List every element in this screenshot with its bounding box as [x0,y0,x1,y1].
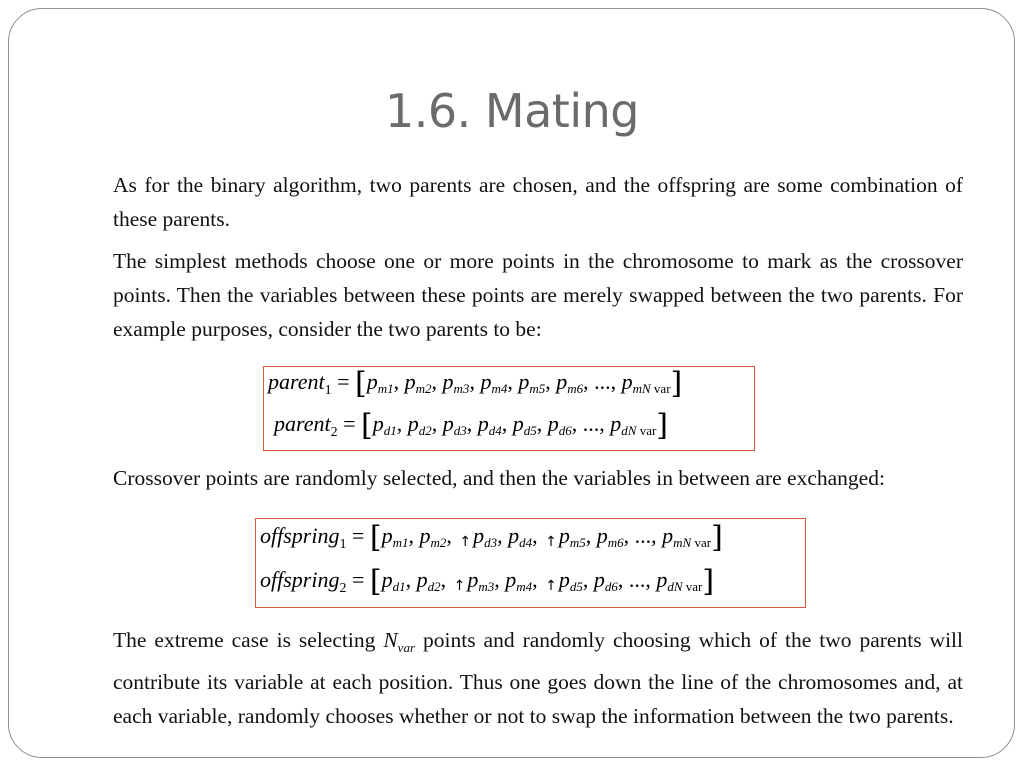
eq-variable-subscript: dN var [667,579,703,594]
eq-variable-subscript: d5 [523,423,537,438]
eq-comma: , [617,567,629,592]
eq-variable: p [656,567,668,592]
eq-open-bracket: [ [361,408,373,443]
eq-lhs: parent [268,369,325,394]
eq-variable: p [547,411,559,436]
eq-variable: p [518,369,530,394]
eq-variable-subscript: m6 [567,381,584,396]
slide-title: 1.6. Mating [385,84,639,138]
eq-variable-subscript: d3 [453,423,467,438]
paragraph-crossover-points: Crossover points are randomly selected, and then the variables in between are exchanged: [113,466,885,490]
crossover-arrow-icon: ↑ [545,534,557,550]
eq-equals: = [346,523,370,548]
nvar-symbol: N [383,628,398,652]
eq-comma: , [545,369,557,394]
eq-variable-subscript: d1 [392,579,406,594]
eq-variable: p [419,523,431,548]
parent-2-equation [264,408,754,443]
offspring-2-equation [256,564,805,599]
eq-comma: , [393,369,405,394]
eq-open-bracket: [ [369,520,382,555]
eq-variable: p [558,523,570,548]
eq-comma: , [466,411,478,436]
eq-variable-subscript: m4 [516,579,533,594]
eq-comma: , [446,523,458,548]
eq-comma: , [494,567,506,592]
eq-comma: , [408,523,420,548]
eq-variable-subscript: m5 [569,535,586,550]
paragraph-extreme-case [113,623,963,733]
eq-lhs: parent [274,411,331,436]
eq-variable: p [477,411,489,436]
eq-open-bracket: [ [369,564,382,599]
eq-comma: , [431,411,443,436]
eq-ellipsis: ..., [594,369,622,394]
eq-variable: p [480,369,492,394]
eq-variable-subscript: dN var [621,423,657,438]
eq-variable-subscript: m1 [377,381,394,396]
eq-comma: , [583,369,595,394]
offspring-equation-box [255,518,806,608]
eq-lhs: offspring [260,523,340,548]
extreme-case-prefix: The extreme case is selecting [113,628,384,652]
eq-lhs-index: 1 [324,383,332,398]
eq-lhs: offspring [260,567,340,592]
offspring-1-equation [256,520,805,555]
eq-comma: , [405,567,417,592]
eq-var-subscript-upright: var [639,423,657,438]
eq-variable-subscript: d6 [604,579,618,594]
eq-variable-subscript: mN var [632,381,671,396]
eq-comma: , [507,369,519,394]
eq-variable: p [442,369,454,394]
eq-variable-subscript: mN var [673,535,712,550]
eq-equals: = [337,411,362,436]
eq-comma: , [623,523,635,548]
eq-variable: p [596,523,608,548]
eq-comma: , [532,567,544,592]
eq-equals: = [331,369,356,394]
eq-variable: p [442,411,454,436]
eq-variable: p [372,411,384,436]
crossover-arrow-icon: ↑ [545,578,557,594]
eq-close-bracket: ] [656,408,669,443]
parents-equation-box [263,366,755,451]
eq-variable-subscript: m5 [529,381,546,396]
eq-variable-subscript: d4 [519,535,533,550]
eq-comma: , [536,411,548,436]
eq-variable: p [556,369,568,394]
paragraph-crossover-methods: The simplest methods choose one or more points in the chromosome to mark as the crossover points. Then the variables between these points are merely swapped between the two parents. For example purposes, consider the two parents to be: [113,249,963,341]
eq-open-bracket: [ [355,366,367,401]
eq-variable: p [381,567,393,592]
eq-variable: p [558,567,570,592]
eq-close-bracket: ] [702,564,715,599]
eq-variable-subscript: m4 [491,381,508,396]
eq-variable: p [467,567,479,592]
eq-variable: p [508,523,520,548]
eq-comma: , [431,369,443,394]
eq-variable: p [366,369,378,394]
eq-var-subscript-upright: var [694,535,712,550]
eq-lhs-index: 1 [339,537,347,552]
eq-comma: , [440,567,452,592]
eq-lhs-index: 2 [339,581,347,596]
eq-close-bracket: ] [670,366,683,401]
eq-variable-subscript: m1 [392,535,409,550]
eq-variable-subscript: m2 [415,381,432,396]
eq-comma: , [501,411,513,436]
eq-variable: p [404,369,416,394]
eq-variable-subscript: d1 [383,423,397,438]
eq-comma: , [497,523,509,548]
eq-ellipsis: ..., [582,411,611,436]
eq-variable: p [416,567,428,592]
eq-variable-subscript: d4 [488,423,502,438]
crossover-arrow-icon: ↑ [453,578,466,594]
eq-ellipsis: ..., [628,567,657,592]
crossover-arrow-icon: ↑ [459,534,472,550]
eq-variable-subscript: m3 [478,579,495,594]
eq-variable: p [473,523,485,548]
eq-variable: p [512,411,524,436]
eq-variable-subscript: d2 [427,579,441,594]
eq-var-subscript-upright: var [653,381,671,396]
eq-ellipsis: ..., [634,523,663,548]
eq-comma: , [582,567,594,592]
parent-1-equation [264,366,754,401]
eq-variable-subscript: d3 [484,535,498,550]
paragraph-intro: As for the binary algorithm, two parents are chosen, and the offspring are some combination of these parents. [113,173,963,231]
eq-comma: , [585,523,597,548]
eq-lhs-index: 2 [330,425,338,440]
eq-equals: = [346,567,370,592]
eq-close-bracket: ] [711,520,723,555]
eq-variable-subscript: d2 [418,423,432,438]
eq-comma: , [469,369,481,394]
extreme-case-suffix: points and randomly choosing which of the two parents will contribute its variable at each position. Thus one goes down the line of the chromosomes and, at each variable, randomly chooses whether or not to swap the information between the two parents. [113,628,963,728]
eq-comma: , [571,411,583,436]
eq-comma: , [396,411,408,436]
eq-variable-subscript: m2 [430,535,447,550]
eq-var-subscript-upright: var [685,579,703,594]
eq-variable-subscript: m3 [453,381,470,396]
eq-variable: p [610,411,622,436]
eq-variable: p [593,567,605,592]
eq-variable-subscript: m6 [607,535,624,550]
eq-comma: , [532,523,544,548]
nvar-subscript: var [397,640,416,655]
eq-variable: p [381,523,393,548]
eq-variable: p [407,411,419,436]
eq-variable: p [662,523,674,548]
eq-variable-subscript: d6 [558,423,572,438]
eq-variable-subscript: d5 [569,579,583,594]
eq-variable: p [621,369,633,394]
eq-variable: p [505,567,517,592]
